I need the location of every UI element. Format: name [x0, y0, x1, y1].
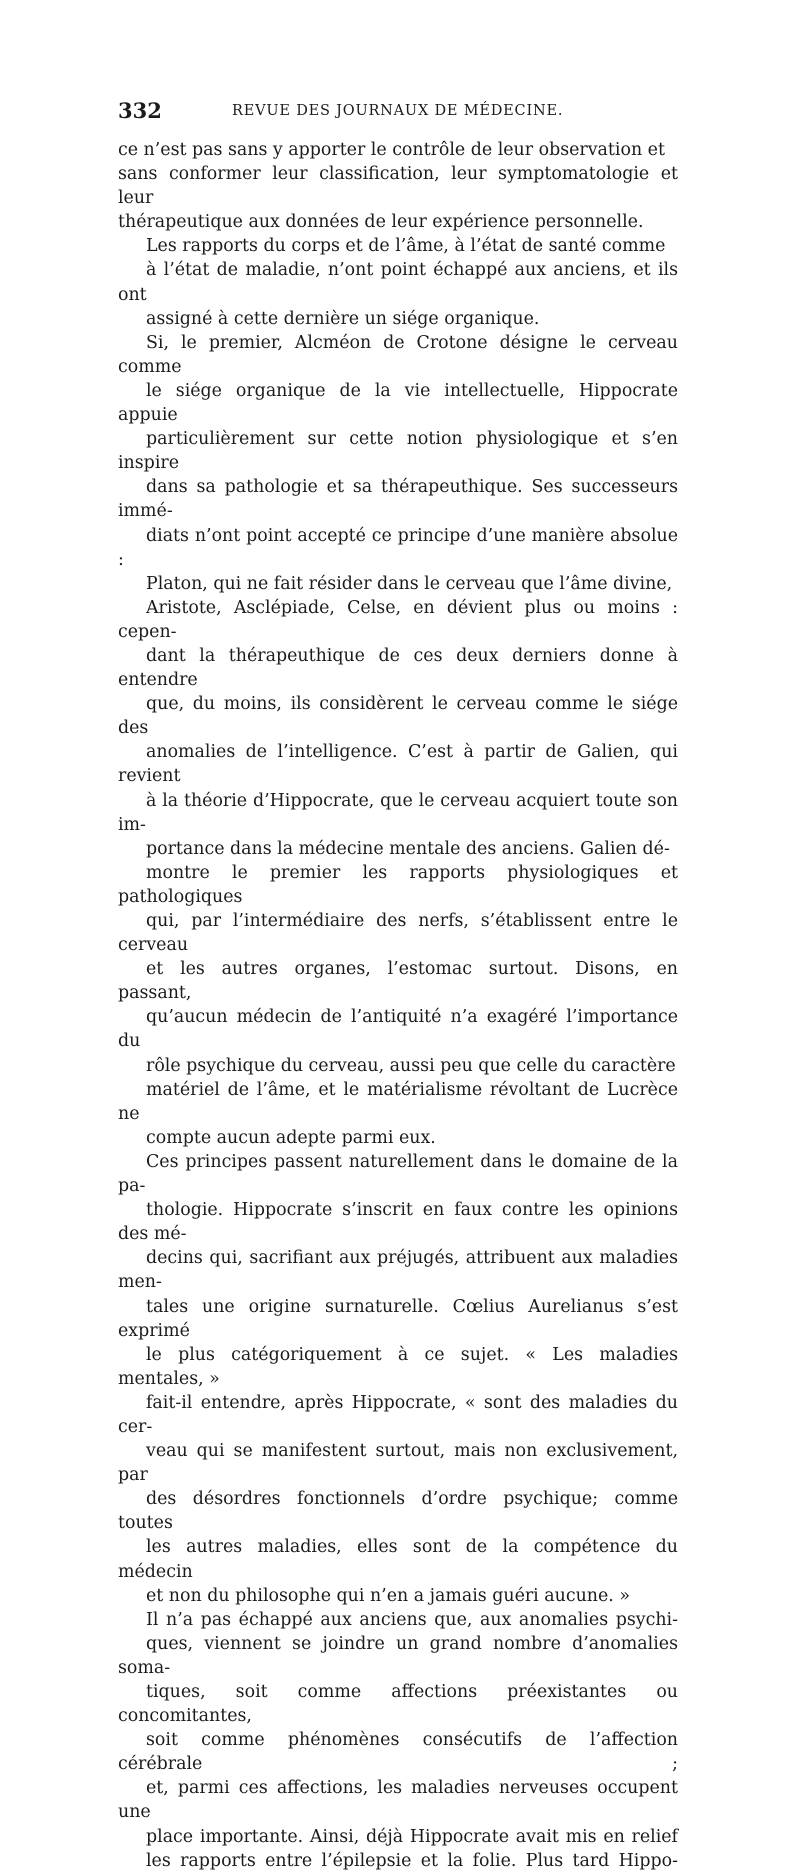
page-header: [118, 98, 678, 128]
text-line: Platon, qui ne fait résider dans le cerveau que l’âme divine,: [146, 573, 673, 594]
text-line: qui, par l’intermédiaire des nerfs, s’établissent entre le cerveau: [118, 911, 678, 956]
text-line: à la théorie d’Hippocrate, que le cerveau acquiert toute son im-: [118, 790, 678, 835]
text-line: Les rapports du corps et de l’âme, à l’état de santé comme: [146, 236, 666, 257]
text-line: particulièrement sur cette notion physiologique et s’en inspire: [118, 429, 678, 474]
text-line: anomalies de l’intelligence. C’est à partir de Galien, qui revient: [118, 742, 678, 787]
text-line: dant la thérapeuthique de ces deux derniers donne à entendre: [118, 645, 678, 691]
text-line: ques, viennent se joindre un grand nombre d’anomalies soma-: [118, 1633, 678, 1678]
text-line: place importante. Ainsi, déjà Hippocrate avait mis en relief: [146, 1826, 678, 1847]
paragraph-4: [118, 1150, 678, 1608]
text-line: à l’état de maladie, n’ont point échappé aux anciens, et ils ont: [118, 260, 678, 305]
text-line: les autres maladies, elles sont de la compétence du médecin: [118, 1537, 678, 1582]
paragraph-3: [118, 331, 678, 1150]
body-text: [118, 138, 678, 1873]
text-line: Il n’a pas échappé aux anciens que, aux anomalies psychi-: [146, 1609, 678, 1630]
text-line: diats n’ont point accepté ce principe d’une manière absolue :: [118, 525, 678, 570]
text-line: Si, le premier, Alcméon de Crotone désigne le cerveau comme: [118, 332, 678, 377]
text-line: des désordres fonctionnels d’ordre psychique; comme toutes: [118, 1489, 678, 1534]
text-line: Aristote, Asclépiade, Celse, en dévient plus ou moins : cepen-: [118, 597, 678, 642]
text-line: tales une origine surnaturelle. Cœlius Aurelianus s’est exprimé: [118, 1296, 678, 1341]
page-number: 332: [118, 98, 162, 123]
text-line: montre le premier les rapports physiologiques et pathologiques: [118, 862, 678, 907]
text-line: et non du philosophe qui n’en a jamais guéri aucune. »: [146, 1585, 630, 1606]
paragraph-5: [118, 1608, 678, 1873]
text-line: decins qui, sacrifiant aux préjugés, attribuent aux maladies men-: [118, 1248, 678, 1293]
text-line: thérapeutique aux données de leur expérience personnelle.: [118, 212, 644, 233]
text-line: veau qui se manifestent surtout, mais non exclusivement, par: [118, 1441, 678, 1486]
text-line: qu’aucun médecin de l’antiquité n’a exagéré l’importance du: [118, 1007, 678, 1052]
text-line: fait-il entendre, après Hippocrate, « sont des maladies du cer-: [118, 1392, 678, 1437]
paragraph-1: [118, 138, 678, 234]
text-line: assigné à cette dernière un siége organique.: [146, 308, 540, 329]
paragraph-2: [118, 234, 678, 330]
text-line: que, du moins, ils considèrent le cerveau comme le siége des: [118, 694, 678, 739]
text-line: thologie. Hippocrate s’inscrit en faux contre les opinions des mé-: [118, 1200, 678, 1245]
text-line: les rapports entre l’épilepsie et la folie. Plus tard Hippo-: [146, 1850, 678, 1871]
text-line: le plus catégoriquement à ce sujet. « Les maladies mentales, »: [118, 1344, 678, 1389]
text-line: dans sa pathologie et sa thérapeuthique. Ses successeurs immé-: [118, 477, 678, 522]
running-title: REVUE DES JOURNAUX DE MÉDECINE.: [232, 103, 564, 119]
text-line: portance dans la médecine mentale des anciens. Galien dé-: [146, 838, 670, 859]
text-line: tiques, soit comme affections préexistantes ou concomitantes,: [118, 1682, 678, 1727]
text-line: soit comme phénomènes consécutifs de l’affection cérébrale ;: [118, 1730, 678, 1775]
text-line: matériel de l’âme, et le matérialisme révoltant de Lucrèce ne: [118, 1079, 678, 1124]
text-line: et les autres organes, l’estomac surtout. Disons, en passant,: [118, 959, 678, 1004]
text-line: compte aucun adepte parmi eux.: [146, 1127, 436, 1148]
text-line: Ces principes passent naturellement dans le domaine de la pa-: [118, 1151, 678, 1197]
text-line: et, parmi ces affections, les maladies nerveuses occupent une: [118, 1778, 678, 1823]
text-line: ce n’est pas sans y apporter le contrôle de leur observation et: [118, 140, 665, 160]
text-line: sans conformer leur classification, leur symptomatologie et leur: [118, 164, 678, 209]
text-line: rôle psychique du cerveau, aussi peu que celle du caractère: [146, 1055, 676, 1076]
text-line: le siége organique de la vie intellectuelle, Hippocrate appuie: [118, 380, 678, 426]
